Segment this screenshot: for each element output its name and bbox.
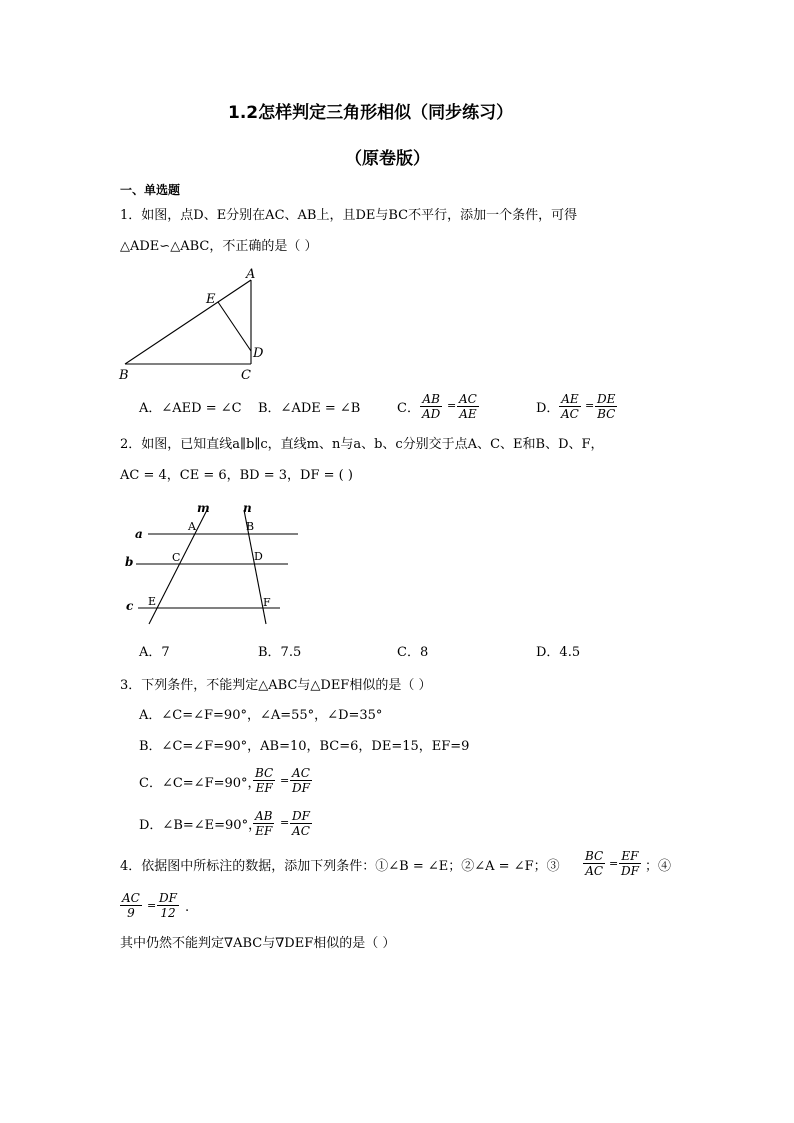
numerator: AC [122,891,140,905]
q1-label-D: D [253,346,264,361]
q4-condition3-frac2 [619,849,641,878]
q2-label-n: n [243,501,252,515]
q3-option-a[interactable]: A．∠C=∠F=90°，∠A=55°，∠D=35° [139,708,383,723]
q2-parallel-lines-figure [120,500,310,630]
q2-stem-line2: AC = 4，CE = 6，BD = 3，DF = ( ) [120,468,353,483]
q1-option-d-prefix: D． [536,401,560,416]
numerator: BC [255,766,274,780]
q3-option-c-frac2 [290,766,312,795]
equals-sign: = [147,899,157,912]
equals-sign: = [585,399,595,412]
q2-label-c: c [126,599,134,613]
q2-label-B: B [246,520,255,533]
denominator: AC [561,407,579,421]
denominator: AD [422,407,441,421]
equals-sign: = [280,774,290,787]
q1-stem-line1: 1．如图，点D、E分别在AC、AB上，且DE与BC不平行，添加一个条件，可得 [120,208,578,223]
q4-stem-line1: 4．依据图中所标注的数据，添加下列条件：①∠B = ∠E；②∠A = ∠F；③ [120,859,560,874]
q1-option-c-frac2 [457,392,479,421]
denominator: BC [597,407,616,421]
numerator: DF [159,891,177,905]
q4-separator: ；④ [645,859,672,874]
page-subtitle: （原卷版） [345,149,430,169]
denominator: DF [292,781,310,795]
q2-option-b[interactable]: B．7.5 [258,645,302,660]
equals-sign: = [280,816,290,829]
denominator: 9 [127,906,135,920]
q3-option-d-frac1 [253,809,274,838]
numerator: AC [292,766,310,780]
q2-label-D: D [254,550,263,563]
section-heading: 一、单选题 [120,183,181,197]
q2-option-a[interactable]: A．7 [139,645,170,660]
q3-option-d-frac2 [290,809,312,838]
q4-question: 其中仍然不能判定∇ABC与∇DEF相似的是（ ） [120,936,396,951]
q2-label-A: A [188,520,196,533]
q1-option-d-frac1 [559,392,581,421]
numerator: AC [459,392,477,406]
denominator: AC [292,824,310,838]
q1-option-c-frac1 [420,392,442,421]
q1-label-E: E [206,292,216,307]
numerator: BC [585,849,604,863]
q1-stem-line2: △ADE∽△ABC，不正确的是（ ） [120,239,318,254]
q2-label-F: F [263,596,271,609]
q1-option-a[interactable]: A．∠AED = ∠C [139,401,242,416]
denominator: DF [621,864,639,878]
q3-option-c-prefix: C．∠C=∠F=90°， [139,776,261,791]
q1-label-C: C [241,368,251,383]
equals-sign: = [447,399,457,412]
q3-option-b[interactable]: B．∠C=∠F=90°，AB=10，BC=6，DE=15，EF=9 [139,739,470,754]
q3-stem: 3．下列条件，不能判定△ABC与△DEF相似的是（ ） [120,678,432,693]
numerator: AB [422,392,440,406]
q1-option-b[interactable]: B．∠ADE = ∠B [258,401,361,416]
q2-label-E: E [148,595,157,608]
q2-label-a: a [135,527,143,541]
equals-sign: = [609,857,619,870]
q1-label-B: B [119,368,129,383]
numerator: EF [621,849,639,863]
q1-option-c-prefix: C． [397,401,420,416]
q4-condition4-frac1 [120,891,142,920]
q2-option-c[interactable]: C．8 [397,645,429,660]
denominator: EF [255,781,273,795]
q2-label-C: C [172,551,181,564]
q1-triangle-figure [115,266,285,386]
denominator: AE [459,407,477,421]
q1-option-d-frac2 [595,392,617,421]
q2-label-b: b [125,555,134,569]
numerator: DE [597,392,616,406]
q4-condition4-frac2 [157,891,179,920]
denominator: AC [585,864,604,878]
page-title: 1.2怎样判定三角形相似（同步练习） [228,103,514,123]
q3-option-d-prefix: D．∠B=∠E=90°， [139,818,262,833]
q2-label-m: m [197,501,210,515]
q4-condition3-frac1 [583,849,605,878]
numerator: AE [561,392,579,406]
numerator: AB [255,809,273,823]
q1-label-A: A [246,267,256,282]
q2-stem-line1: 2．如图，已知直线a∥b∥c，直线m、n与a、b、c分别交于点A、C、E和B、D、F， [120,437,604,452]
q4-end-period: . [185,900,190,915]
denominator: EF [255,824,273,838]
denominator: 12 [160,906,176,920]
q2-option-d[interactable]: D．4.5 [536,645,581,660]
q3-option-c-frac1 [253,766,275,795]
numerator: DF [292,809,310,823]
